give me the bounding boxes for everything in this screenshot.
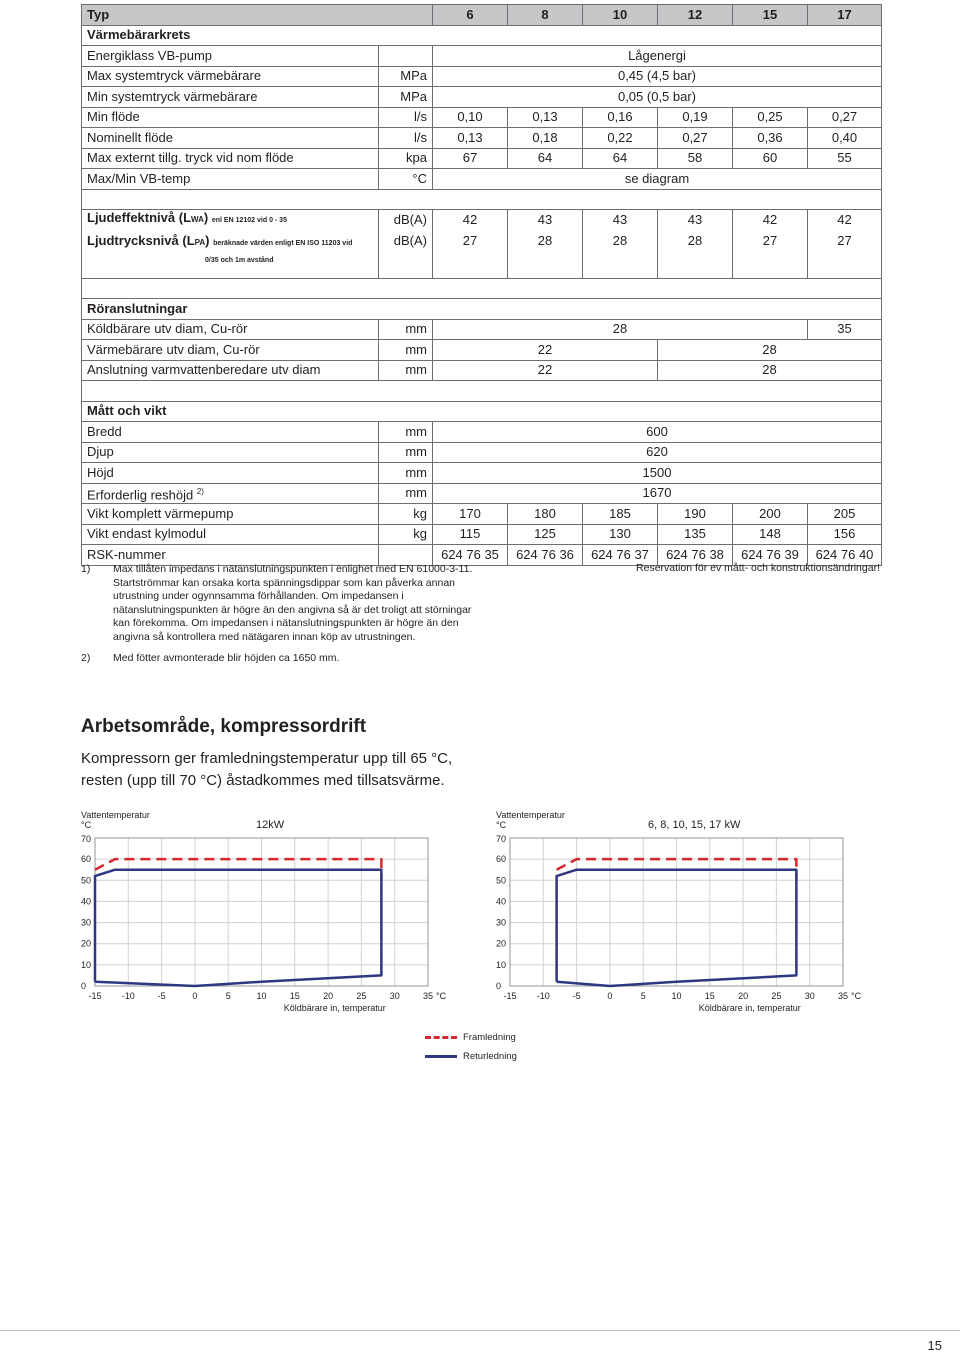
table-row	[82, 169, 882, 190]
operating-range-chart-6-17kw	[493, 808, 893, 1018]
x-tick-label: 20	[738, 991, 749, 1001]
solid-line-swatch	[425, 1055, 457, 1058]
section-heading: Arbetsområde, kompressordrift	[81, 716, 367, 737]
cell: 624 76 39	[733, 545, 808, 566]
x-tick-label: -10	[121, 991, 135, 1001]
row-label: Energiklass VB-pump	[82, 46, 379, 67]
footnotes	[81, 563, 481, 674]
footnote-number: 2)	[81, 652, 91, 664]
row-label: Max systemtryck värmebärare	[82, 66, 379, 87]
footnote-number: 1)	[81, 563, 91, 575]
cell: 0,19	[658, 107, 733, 128]
y-tick-label: 20	[81, 938, 92, 949]
y-tick-label: 0	[81, 981, 87, 991]
x-tick-label: -10	[536, 991, 550, 1001]
x-tick-label: 5	[225, 991, 231, 1001]
section-title-row	[82, 401, 882, 422]
section-title-row	[82, 299, 882, 320]
y-tick-label: 20	[496, 938, 507, 949]
cell: 27	[733, 230, 808, 279]
row-label: Anslutning varmvattenberedare utv diam	[82, 360, 379, 381]
row-unit: dB(A)	[379, 230, 433, 279]
cell: 0,18	[508, 128, 583, 149]
cell: 190	[658, 504, 733, 525]
cell: 115	[433, 524, 508, 545]
chart-legend	[425, 1028, 517, 1066]
table-row	[82, 230, 882, 279]
spacer-row	[82, 189, 882, 210]
table-row	[82, 463, 882, 484]
cell: 55	[808, 148, 882, 169]
row-span-value: 0,45 (4,5 bar)	[433, 66, 882, 87]
cell: 43	[583, 210, 658, 230]
row-span-value: 1500	[433, 463, 882, 484]
cell: 67	[433, 148, 508, 169]
cell: 0,25	[733, 107, 808, 128]
table-row	[82, 46, 882, 67]
cell: 22	[433, 360, 658, 381]
x-tick-label: 5	[640, 991, 646, 1001]
cell: 58	[658, 148, 733, 169]
cell: 64	[583, 148, 658, 169]
x-tick-label: 15	[704, 991, 715, 1001]
row-unit: °C	[379, 169, 433, 190]
cell: 205	[808, 504, 882, 525]
y-tick-label: 60	[81, 854, 92, 865]
row-label: Min flöde	[82, 107, 379, 128]
cell: 125	[508, 524, 583, 545]
cell: 28	[583, 230, 658, 279]
operating-range-chart-12kw	[78, 808, 478, 1018]
row-span-value: 600	[433, 422, 882, 443]
cell: 135	[658, 524, 733, 545]
row-label: Höjd	[82, 463, 379, 484]
row-unit	[379, 46, 433, 67]
section-description: Kompressorn ger framledningstemperatur upp till 65 °C, resten (upp till 70 °C) åstadkommes med tillsatsvärme.	[81, 750, 453, 789]
row-unit: kg	[379, 504, 433, 525]
x-tick-label: 35	[837, 991, 849, 1001]
table-row	[82, 360, 882, 381]
x-tick-label: -5	[157, 991, 166, 1001]
model-10: 10	[583, 5, 658, 26]
cell: 27	[433, 230, 508, 279]
x-tick-label: 10	[671, 991, 682, 1001]
row-label: Värmebärare utv diam, Cu-rör	[82, 340, 379, 361]
page-number: 15	[927, 1338, 942, 1353]
x-tick-label: 25	[771, 991, 782, 1001]
row-span-value: 0,05 (0,5 bar)	[433, 87, 882, 108]
table-row	[82, 87, 882, 108]
y-tick-label: 10	[81, 959, 92, 970]
row-unit: l/s	[379, 128, 433, 149]
cell: 624 76 35	[433, 545, 508, 566]
x-tick-label: -15	[88, 991, 102, 1001]
cell: 42	[433, 210, 508, 230]
table-row	[82, 340, 882, 361]
spacer-row	[82, 278, 882, 299]
legend-item-return: Returledning	[425, 1047, 517, 1066]
lpa-label: Ljudtrycksnivå (LPA) beräknade värden enligt EN ISO 11203 vid 0/35 och 1m avstånd	[82, 230, 379, 279]
table-row	[82, 483, 882, 504]
footnote	[81, 563, 481, 644]
table-row	[82, 524, 882, 545]
y-tick-label: 70	[496, 834, 507, 844]
row-unit: mm	[379, 422, 433, 443]
table-row	[82, 319, 882, 340]
cell: 0,22	[583, 128, 658, 149]
section-title: Värmebärarkrets	[82, 25, 882, 46]
reservation-note: Reservation för ev mått- och konstruktionsändringar!	[636, 562, 880, 574]
cell: 624 76 36	[508, 545, 583, 566]
cell: 28	[658, 340, 882, 361]
x-tick-label: 0	[607, 991, 613, 1001]
table-row	[82, 107, 882, 128]
model-15: 15	[733, 5, 808, 26]
footnote	[81, 652, 481, 666]
y-tick-label: 30	[81, 917, 92, 928]
x-tick-label: 30	[389, 991, 400, 1001]
table-row	[82, 148, 882, 169]
row-unit: MPa	[379, 66, 433, 87]
x-tick-label: 35	[422, 991, 434, 1001]
footer-divider	[0, 1330, 960, 1331]
cell: 0,16	[583, 107, 658, 128]
cell: 28	[658, 360, 882, 381]
row-span-value: se diagram	[433, 169, 882, 190]
footnote-text: Med fötter avmonterade blir höjden ca 1650 mm.	[113, 652, 340, 664]
table-row	[82, 442, 882, 463]
legend-item-flow: Framledning	[425, 1028, 517, 1047]
cell: 170	[433, 504, 508, 525]
y-axis-label: Vattentemperatur	[81, 810, 150, 820]
x-tick-label: -15	[503, 991, 517, 1001]
chart-title: 12kW	[256, 819, 285, 831]
row-label: Vikt komplett värmepump	[82, 504, 379, 525]
section-title-row	[82, 25, 882, 46]
cell: 27	[808, 230, 882, 279]
row-unit: mm	[379, 319, 433, 340]
table-row	[82, 504, 882, 525]
spacer-row	[82, 381, 882, 402]
cell: 28	[433, 319, 808, 340]
cell: 0,13	[433, 128, 508, 149]
cell: 0,40	[808, 128, 882, 149]
y-tick-label: 40	[496, 896, 507, 907]
y-tick-label: 60	[496, 854, 507, 865]
y-unit-label: °C	[81, 820, 92, 830]
x-tick-label: 15	[289, 991, 300, 1001]
cell: 22	[433, 340, 658, 361]
x-tick-label: -5	[572, 991, 581, 1001]
cell: 42	[808, 210, 882, 230]
type-label: Typ	[82, 5, 433, 26]
cell: 0,36	[733, 128, 808, 149]
row-label: Erforderlig reshöjd $^{2)}$	[82, 483, 379, 504]
x-axis-label: Köldbärare in, temperatur	[698, 1003, 801, 1013]
spec-table	[81, 4, 882, 566]
row-unit: mm	[379, 463, 433, 484]
lwa-label: Ljudeffektnivå (LWA) enl EN 12102 vid 0 - 35	[82, 210, 379, 230]
model-6: 6	[433, 5, 508, 26]
row-label: Köldbärare utv diam, Cu-rör	[82, 319, 379, 340]
row-label: Max externt tillg. tryck vid nom flöde	[82, 148, 379, 169]
x-tick-label: 30	[804, 991, 815, 1001]
cell: 156	[808, 524, 882, 545]
model-12: 12	[658, 5, 733, 26]
y-tick-label: 30	[496, 917, 507, 928]
row-span-value: Lågenergi	[433, 46, 882, 67]
table-row	[82, 210, 882, 230]
y-tick-label: 50	[496, 875, 507, 886]
row-unit	[379, 545, 433, 566]
y-tick-label: 0	[496, 981, 502, 991]
row-unit: mm	[379, 360, 433, 381]
x-tick-label: 20	[323, 991, 334, 1001]
row-unit: mm	[379, 340, 433, 361]
cell: 35	[808, 319, 882, 340]
x-unit-label: °C	[436, 991, 447, 1001]
row-unit: dB(A)	[379, 210, 433, 230]
row-label: RSK-nummer	[82, 545, 379, 566]
row-label: Max/Min VB-temp	[82, 169, 379, 190]
y-unit-label: °C	[496, 820, 507, 830]
series-returledning	[95, 870, 381, 986]
dashed-line-swatch	[425, 1036, 457, 1039]
row-unit: kpa	[379, 148, 433, 169]
cell: 0,27	[658, 128, 733, 149]
y-tick-label: 70	[81, 834, 92, 844]
row-unit: mm	[379, 483, 433, 504]
cell: 185	[583, 504, 658, 525]
y-axis-label: Vattentemperatur	[496, 810, 565, 820]
cell: 148	[733, 524, 808, 545]
cell: 624 76 37	[583, 545, 658, 566]
cell: 43	[508, 210, 583, 230]
cell: 624 76 38	[658, 545, 733, 566]
cell: 28	[658, 230, 733, 279]
model-8: 8	[508, 5, 583, 26]
x-unit-label: °C	[851, 991, 862, 1001]
cell: 43	[658, 210, 733, 230]
cell: 60	[733, 148, 808, 169]
cell: 42	[733, 210, 808, 230]
cell: 200	[733, 504, 808, 525]
y-tick-label: 10	[496, 959, 507, 970]
cell: 0,10	[433, 107, 508, 128]
cell: 180	[508, 504, 583, 525]
row-label: Nominellt flöde	[82, 128, 379, 149]
cell: 64	[508, 148, 583, 169]
row-unit: mm	[379, 442, 433, 463]
table-header-row	[82, 5, 882, 26]
x-tick-label: 10	[256, 991, 267, 1001]
x-tick-label: 25	[356, 991, 367, 1001]
row-unit: kg	[379, 524, 433, 545]
chart-title: 6, 8, 10, 15, 17 kW	[648, 819, 741, 831]
cell: 624 76 40	[808, 545, 882, 566]
row-span-value: 620	[433, 442, 882, 463]
model-17: 17	[808, 5, 882, 26]
cell: 28	[508, 230, 583, 279]
table-row	[82, 422, 882, 443]
cell: 0,13	[508, 107, 583, 128]
x-tick-label: 0	[192, 991, 198, 1001]
row-span-value: 1670	[433, 483, 882, 504]
table-row	[82, 66, 882, 87]
row-unit: l/s	[379, 107, 433, 128]
y-tick-label: 50	[81, 875, 92, 886]
section-title: Röranslutningar	[82, 299, 882, 320]
row-label: Vikt endast kylmodul	[82, 524, 379, 545]
cell: 130	[583, 524, 658, 545]
row-unit: MPa	[379, 87, 433, 108]
row-label: Bredd	[82, 422, 379, 443]
x-axis-label: Köldbärare in, temperatur	[283, 1003, 386, 1013]
cell: 0,27	[808, 107, 882, 128]
section-title: Mått och vikt	[82, 401, 882, 422]
table-row	[82, 128, 882, 149]
row-label: Djup	[82, 442, 379, 463]
y-tick-label: 40	[81, 896, 92, 907]
row-label: Min systemtryck värmebärare	[82, 87, 379, 108]
footnote-text: Max tillåten impedans i nätanslutningspunkten i enlighet med EN 61000-3-11. Startströmmar kan orsaka korta spänningsdippar som kan påverka annan utrustning under ogynnsamma förhållanden. Om impedansen i nätanslutningspunkten är högre än den angivna så är det troligt att störningar kan förekomma. Om impedansen i nätanslutningspunkten är högre än den angivna så kontrollera med nätägaren innan köp av utrustningen.	[113, 563, 473, 643]
